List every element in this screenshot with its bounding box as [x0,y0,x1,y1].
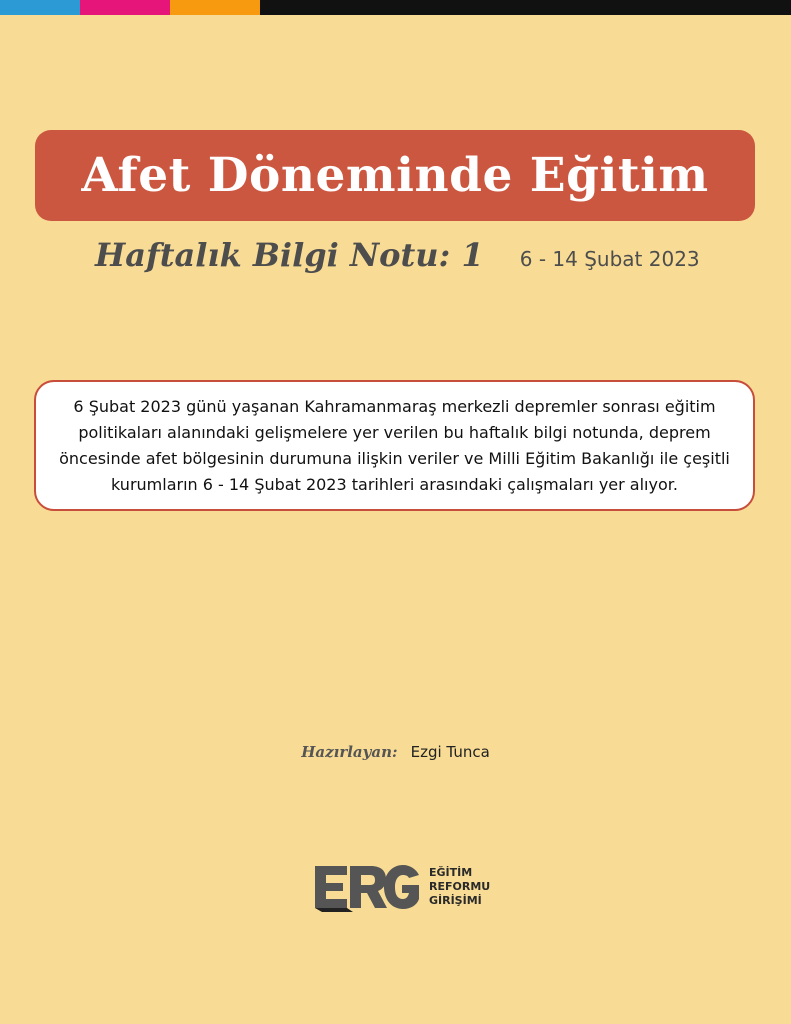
strip-segment-black [260,0,791,15]
page-title: Afet Döneminde Eğitim [81,148,709,203]
strip-segment-orange [170,0,260,15]
prepared-by-label: Hazırlayan: [301,743,398,761]
title-banner [35,130,755,221]
top-color-strip [0,0,791,15]
prepared-by [0,742,791,761]
author-name: Ezgi Tunca [410,743,490,761]
strip-segment-blue [0,0,80,15]
erg-logo-mark [313,862,421,912]
date-range: 6 - 14 Şubat 2023 [519,247,700,271]
page-subtitle: Haftalık Bilgi Notu: 1 [95,236,484,274]
logo-line: REFORMU [429,880,491,893]
logo-wordmark [429,866,490,908]
summary-box [34,380,755,511]
logo-line: EĞİTİM [429,866,473,879]
strip-segment-pink [80,0,170,15]
subtitle-row [95,236,715,280]
summary-text: 6 Şubat 2023 günü yaşanan Kahramanmaraş merkezli depremler sonrası eğitim politikaları alanındaki gelişmelere yer verilen bu haftalık bilgi notunda, deprem öncesinde afet bölgesinin durumuna ilişkin veriler ve Milli Eğitim Bakanlığı ile çeşitli kurumların 6 - 14 Şubat 2023 tarihleri arasındaki çalışmaları yer alıyor. [59,396,730,494]
erg-logo [313,862,490,912]
logo-line: GİRİŞİMİ [429,894,482,907]
